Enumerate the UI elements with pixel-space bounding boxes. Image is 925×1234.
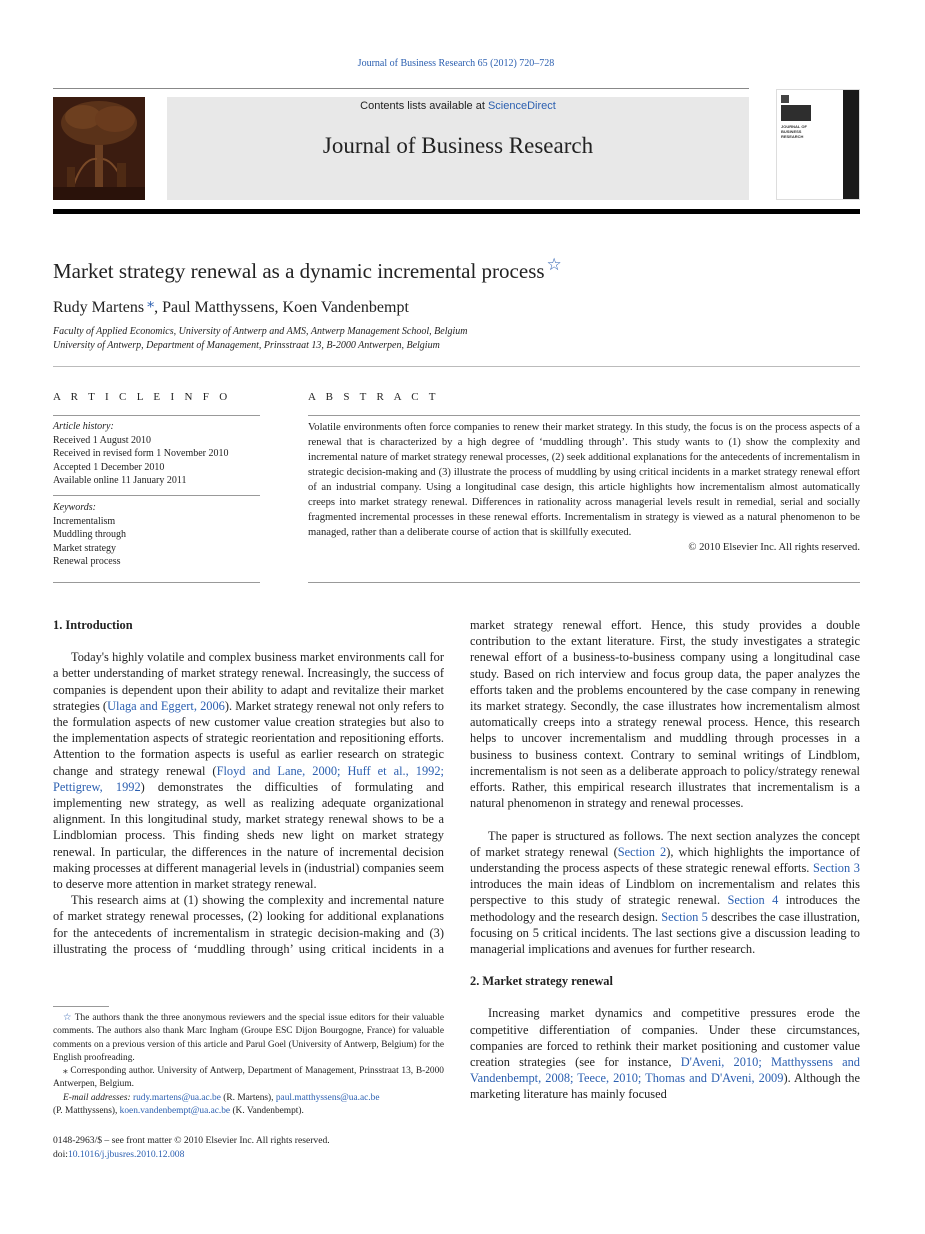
footnote-emails — [53, 1092, 444, 1119]
history-received: Received 1 August 2010 — [53, 434, 152, 446]
paragraph-text: introduces the methodology and the research design. — [470, 893, 860, 924]
keywords-label: Keywords: — [53, 502, 96, 513]
article-history — [53, 420, 260, 488]
corresponding-author-mark-icon[interactable]: ⁎ — [147, 296, 155, 311]
article-info-mid-rule — [53, 495, 260, 496]
paragraph-text: describes the case illustration, focusing on 5 critical incidents. The last sections give a discussion leading to managerial implications and avenues for further research. — [470, 909, 860, 957]
section-heading-introduction: 1. Introduction — [53, 618, 133, 632]
cover-publisher-mark — [781, 95, 789, 103]
section-link[interactable]: Section 3 — [813, 861, 860, 875]
footnote-rule — [53, 1006, 109, 1007]
footnote-corresponding — [53, 1065, 444, 1092]
footnotes — [53, 1012, 444, 1118]
abstract-top-rule — [308, 415, 860, 416]
footnote-acknowledgement — [53, 1012, 444, 1065]
paragraph-text: Increasing market dynamics and competitive pressures erode the competitive differentiation of companies. Under these circumstances, companies are forced to rethink their market positioning and customer value creation strategies (see for instance, — [470, 1006, 860, 1070]
keyword-item: Market strategy — [53, 542, 117, 554]
paragraph-text: The paper is structured as follows. The next section analyzes the concept of market strategy renewal ( — [470, 828, 860, 859]
email-link-martens[interactable]: rudy.martens@ua.ac.be — [132, 1092, 221, 1103]
abstract-bottom-rule — [308, 582, 860, 583]
abstract-heading: A B S T R A C T — [308, 391, 440, 403]
cover-spine-strip — [843, 90, 859, 200]
journal-name: Journal of Business Research — [322, 133, 594, 158]
abstract-text: Volatile environments often force companies to renew their market strategy. In this study, the focus is on the process aspects of a renewal that is characterized by a high degree of ‘muddling through’. This study wants to (1) show the complexity and incremental nature of market strategy renewal processes, (2) seek additional explanations for the antecedents of incrementalism in strategic decision-making and (3) illustrate the process of muddling by using critical incidents in a market strategy renewal effort of an industrial company. Using a longitudinal case design, this article highlights how incrementalism almost automatically creeps into market strategy renewal. Differences in rationality across managerial levels result in remedial, serial and socially fragmented incremental processes in these renewal efforts. Incrementalism in strategy is viewed as a natural phenomenon to be managed, rather than a deliberate course of action that is skillfully executed. — [308, 422, 860, 538]
paragraph-text: ). Market strategy renewal not only refers to the formulation aspects of new customer value creation strategies but also to the implementation aspects of strategic reorientation and repositioning efforts. Attention to the formation aspects is useful as earlier research on strategic change and strategy renewal ( — [53, 698, 444, 778]
email-owner: (P. Matthyssens), — [53, 1106, 120, 1117]
abstract-body — [308, 420, 860, 555]
affiliation-2: University of Antwerp, Department of Management, Prinsstraat 13, B-2000 Antwerpen, Belgium — [53, 340, 440, 351]
intro-paragraph-3 — [470, 828, 860, 958]
section-link[interactable]: Section 2 — [617, 844, 667, 859]
paragraph-text: ) demonstrates the difficulties of formulating and implementing new strategy, as well as realizing adequate organizational alignment. In this longitudinal study, market strategy renewal shows to be a Lindblomian process. This finding sheds new light on market strategy renewal. In particular, the differences in the nature of incremental decision making processes at different managerial levels in (industrial) companies seem to deserve more attention in market strategy renewal. — [53, 779, 444, 892]
header-rule — [53, 88, 749, 89]
article-info-top-rule — [53, 415, 260, 416]
email-link-vandenbempt[interactable]: koen.vandenbempt@ua.ac.be — [119, 1106, 231, 1117]
body-column-left — [53, 617, 444, 957]
header-bold-rule — [53, 209, 860, 214]
paragraph-text: ), which highlights the importance of understanding the process aspects of these strategic renewal efforts. — [470, 844, 860, 875]
email-link-matthyssens[interactable]: paul.matthyssens@ua.ac.be — [275, 1092, 380, 1103]
contents-available-line — [167, 100, 749, 112]
affiliation-rule — [53, 366, 860, 367]
email-owner: (R. Martens), — [220, 1092, 276, 1103]
footnote-text: The authors thank the three anonymous reviewers and the special issue editors for their valuable comments. The authors also thank Marc Ingham (Groupe ESC Dijon Bourgogne, France) for valuable comments on a previous version of this article and Parul Goel (University of Antwerp, Belgium) for the English proofreading. — [53, 1013, 444, 1063]
keyword-item: Renewal process — [53, 556, 121, 567]
paragraph-continuation: market strategy renewal effort. Hence, this study provides a double contribution to the extant literature. First, the study investigates a strategic renewal effort of a business-to-business company using a longitudinal case study. Based on rich interview and focus group data, the paper analyzes the efforts taken and the problems encountered by the case company in renewing its market strategy. Secondly, the case illustrates how incrementalism almost automatically creeps into a strategy renewal process. Hence, this research helps to uncover incrementalism and muddling through processes in a business to business context. Contrary to seminal writings of Lindblom, incrementalism is not seen as a deliberate approach to policy/strategy renewal efforts. Rather, this empirical research illustrates that incrementalism is a natural phenomenon in strategy and renewal processes. — [470, 618, 860, 811]
citation-link[interactable]: Floyd and Lane, 2000; Huff et al., 1992; Pettigrew, 1992 — [53, 763, 444, 794]
contents-prefix: Contents lists available at — [360, 100, 488, 112]
intro-paragraph-2-continued — [470, 617, 860, 828]
journal-citation-link[interactable]: Journal of Business Research 65 (2012) 720–728 — [357, 58, 555, 69]
doi-line — [53, 1148, 330, 1162]
affiliation-1: Faculty of Applied Economics, University of Antwerp and AMS, Antwerp Management School, Belgium — [53, 326, 468, 337]
paragraph-text: introduces the main ideas of Lindblom on incrementalism and relates this perspective to this study of strategic renewal. — [470, 877, 860, 908]
section-heading-market-strategy-renewal: 2. Market strategy renewal — [470, 974, 613, 989]
cover-title: JOURNAL OF BUSINESS RESEARCH — [781, 124, 807, 139]
elsevier-logo — [53, 97, 145, 200]
paragraph-text: Today's highly volatile and complex business market environments call for a better understanding of market strategy renewal. Increasingly, the success of companies is dependent upon their ability to adapt and revitalize their market strategies ( — [53, 650, 444, 713]
journal-masthead — [167, 97, 749, 200]
keywords — [53, 501, 260, 569]
article-title-text: Market strategy renewal as a dynamic incremental process — [53, 259, 545, 283]
journal-cover-thumbnail — [776, 89, 860, 200]
issn-line: 0148-2963/$ – see front matter © 2010 Elsevier Inc. All rights reserved. — [53, 1135, 330, 1146]
sciencedirect-link[interactable]: ScienceDirect — [487, 100, 556, 112]
author-rest: , Paul Matthyssens, Koen Vandenbempt — [154, 299, 409, 316]
citation-link[interactable]: Ulaga and Eggert, 2006 — [107, 698, 225, 713]
author-list — [53, 295, 409, 317]
history-accepted: Accepted 1 December 2010 — [53, 461, 165, 473]
article-title — [53, 255, 562, 284]
corresponding-mark-icon: ⁎ — [63, 1066, 68, 1077]
title-footnote-star-icon[interactable]: ☆ — [546, 255, 562, 274]
article-info-heading: A R T I C L E I N F O — [53, 391, 231, 403]
doi-link[interactable]: 10.1016/j.jbusres.2010.12.008 — [67, 1148, 185, 1160]
keyword-item: Incrementalism — [53, 515, 116, 527]
section2-paragraph-1 — [470, 1005, 860, 1102]
section-link[interactable]: Section 4 — [727, 893, 779, 908]
history-online: Available online 11 January 2011 — [53, 475, 187, 486]
cover-image-block — [781, 105, 811, 121]
keyword-item: Muddling through — [53, 529, 127, 540]
doi-label: doi: — [53, 1148, 68, 1160]
citation-link[interactable]: D'Aveni, 2010; Matthyssens and Vandenbempt, 2008; Teece, 2010; Thomas and D'Aveni, 2009 — [470, 1055, 860, 1086]
email-label: E-mail addresses: — [63, 1092, 131, 1103]
footnote-text: Corresponding author. University of Antwerp, Department of Management, Prinsstraat 13, B-2000 Antwerpen, Belgium. — [53, 1066, 444, 1090]
history-label: Article history: — [53, 421, 114, 432]
section-link[interactable]: Section 5 — [661, 909, 708, 924]
history-revised: Received in revised form 1 November 2010 — [53, 448, 229, 459]
abstract-copyright: © 2010 Elsevier Inc. All rights reserved. — [688, 542, 860, 553]
footnote-star-icon: ☆ — [63, 1013, 73, 1023]
author-first: Rudy Martens — [53, 299, 145, 316]
front-matter-footer — [53, 1134, 330, 1161]
body-column-right — [470, 617, 860, 1103]
paragraph-text: ). Although the marketing literature has mainly focused — [470, 1071, 860, 1102]
intro-paragraph-2: This research aims at (1) showing the complexity and incremental nature of market strategy renewal processes, (2) looking for additional explanations for the antecedents of incrementalism in strategic decision-making and (3) illustrating the process of ‘muddling through’ using critical incidents in a — [53, 893, 444, 956]
article-info-bottom-rule — [53, 582, 260, 583]
email-owner: (K. Vandenbempt). — [230, 1106, 304, 1117]
intro-paragraph-1 — [53, 649, 444, 892]
